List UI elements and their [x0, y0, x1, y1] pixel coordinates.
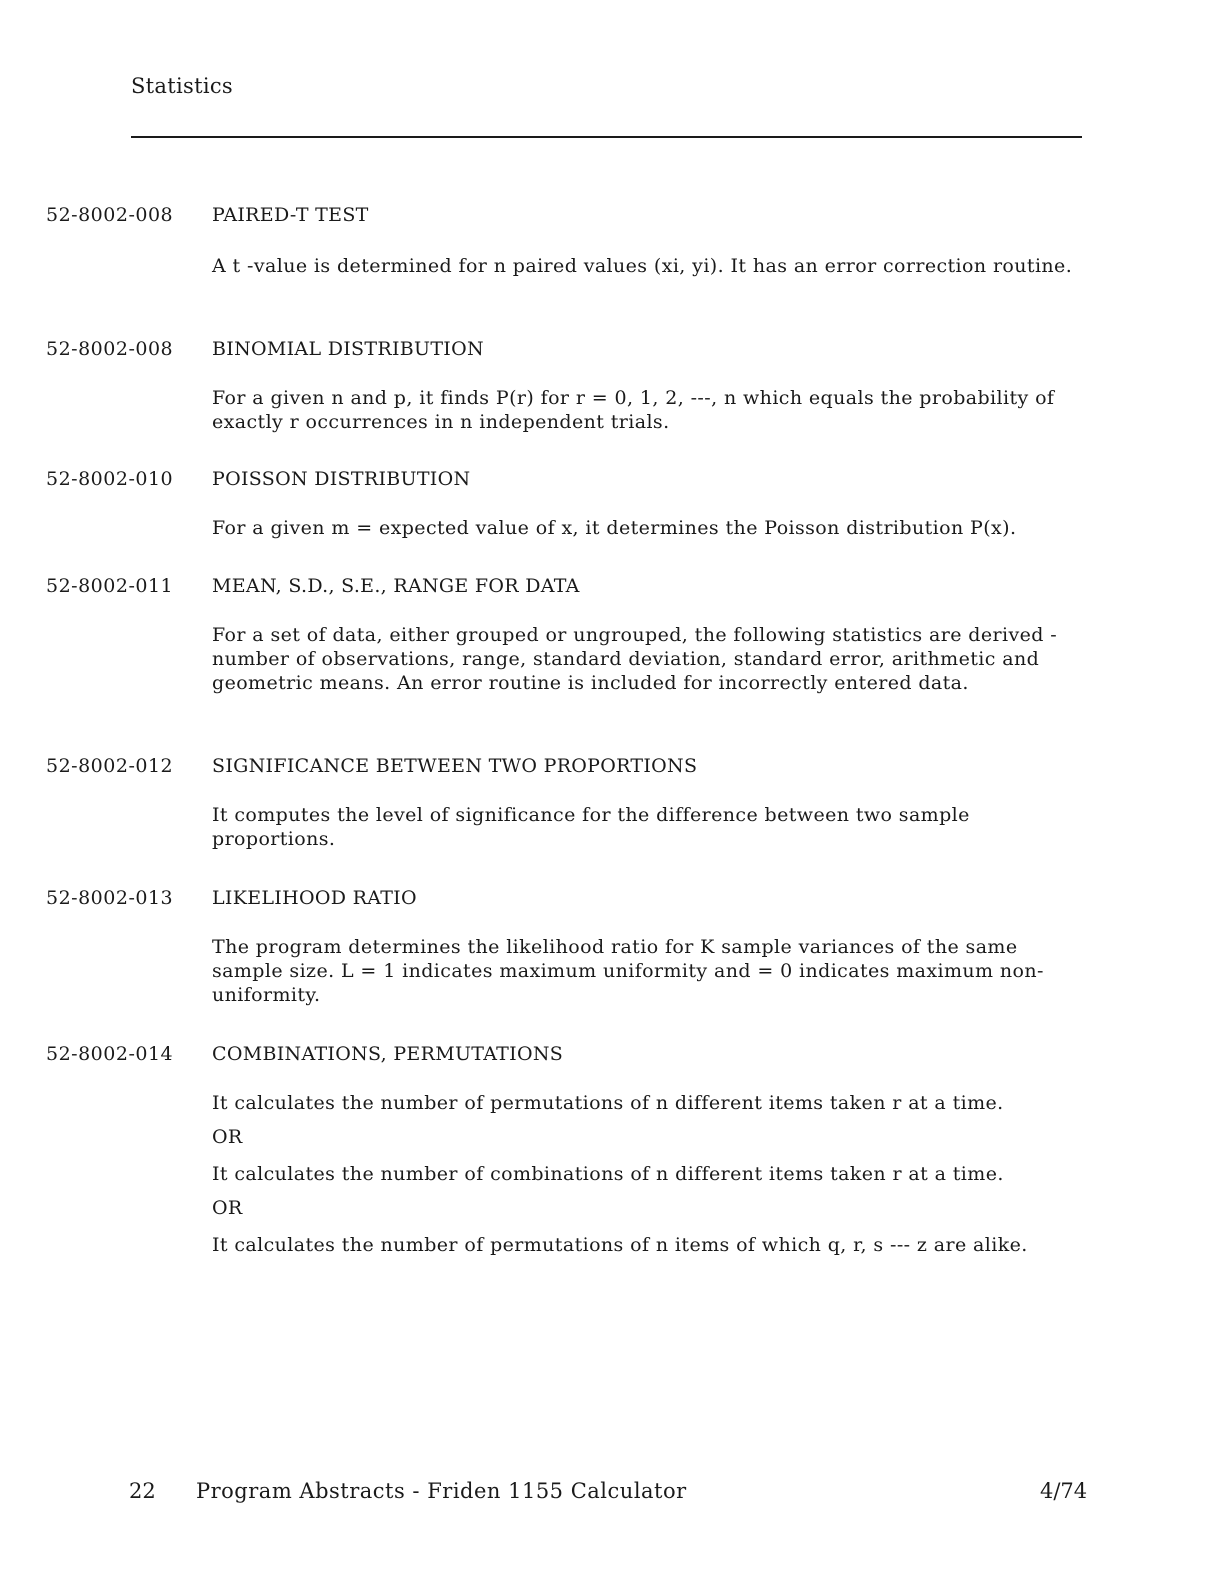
program-code: 52-8002-010 [46, 468, 174, 490]
program-code: 52-8002-013 [46, 887, 174, 909]
or-separator: OR [212, 1197, 243, 1219]
program-code: 52-8002-014 [46, 1043, 174, 1065]
program-description: The program determines the likelihood ratio for K sample variances of the same sample size. L = 1 indicates maximum uniformity and = 0 indicates maximum non-uniformity. [212, 936, 1044, 1006]
program-code: 52-8002-012 [46, 755, 174, 777]
program-description [212, 1233, 1092, 1257]
footer-date: 4/74 [1040, 1479, 1088, 1503]
program-title: LIKELIHOOD RATIO [212, 887, 417, 909]
program-title: COMBINATIONS, PERMUTATIONS [212, 1043, 564, 1065]
program-title: MEAN, S.D., S.E., RANGE FOR DATA [212, 575, 580, 597]
program-title: BINOMIAL DISTRIBUTION [212, 338, 484, 360]
description-paragraph: It calculates the number of permutations of n items of which q, r, s --- z are alike. [212, 1234, 1028, 1256]
or-separator: OR [212, 1126, 243, 1148]
program-code: 52-8002-008 [46, 338, 174, 360]
program-description [212, 1162, 1092, 1186]
program-code: 52-8002-008 [46, 204, 174, 226]
program-description [212, 1091, 1092, 1115]
program-description: For a set of data, either grouped or ungrouped, the following statistics are derived - number of observations, range, standard deviation, standard error, arithmetic and geometric means. An error routine is included for incorrectly entered data. [212, 624, 1058, 694]
program-description: A t -value is determined for n paired values (xi, yi). It has an error correction routine. [212, 255, 1073, 277]
description-paragraph: It calculates the number of permutations of n different items taken r at a time. [212, 1092, 1004, 1114]
program-title: PAIRED-T TEST [212, 204, 369, 226]
header-divider [131, 136, 1082, 138]
program-description: For a given n and p, it finds P(r) for r = 0, 1, 2, ---, n which equals the probability of exactly r occurrences in n independent trials. [212, 387, 1055, 433]
program-code: 52-8002-011 [46, 575, 174, 597]
program-title: SIGNIFICANCE BETWEEN TWO PROPORTIONS [212, 755, 698, 777]
program-title: POISSON DISTRIBUTION [212, 468, 471, 490]
page-number: 22 [129, 1479, 156, 1503]
footer-title: Program Abstracts - Friden 1155 Calculator [196, 1479, 687, 1503]
section-header: Statistics [131, 74, 233, 98]
program-description: It computes the level of significance for the difference between two sample proportions. [212, 804, 970, 850]
program-description: For a given m = expected value of x, it determines the Poisson distribution P(x). [212, 517, 1017, 539]
description-paragraph: It calculates the number of combinations of n different items taken r at a time. [212, 1163, 1004, 1185]
